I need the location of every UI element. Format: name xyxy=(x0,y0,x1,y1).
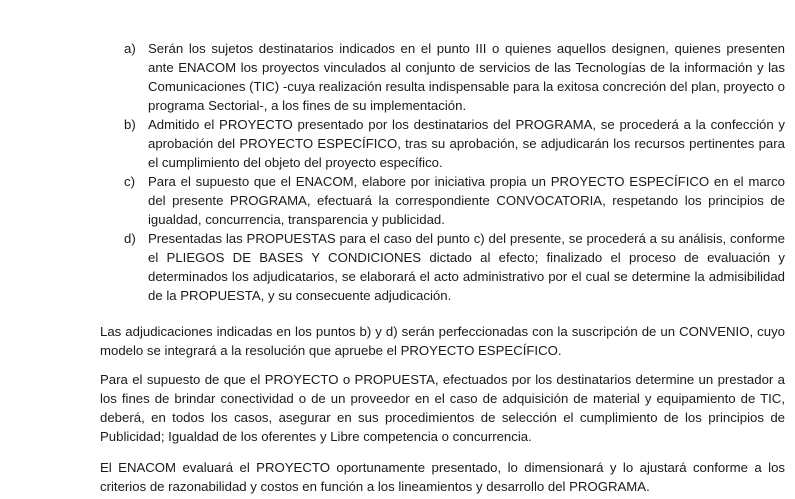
list-marker: c) xyxy=(124,174,135,189)
list-item xyxy=(100,39,785,115)
list-marker: b) xyxy=(124,117,136,132)
paragraph-evaluacion: El ENACOM evaluará el PROYECTO oportunamente presentado, lo dimensionará y lo ajustará conforme a los criterios de razonabilidad y costos en función a los lineamientos y desarrollo del PROGRAMA. xyxy=(100,460,785,494)
list-item xyxy=(100,172,785,229)
list-item-text: Presentadas las PROPUESTAS para el caso del punto c) del presente, se procederá a su análisis, conforme el PLIEGOS DE BASES Y CONDICIONES dictado al efecto; finalizado el proceso de evaluación y determinados los adjudicatarios, se elaborará el acto administrativo por el cual se determine la admisibilidad de la PROPUESTA, y su consecuente adjudicación. xyxy=(148,231,785,303)
list-item-text: Admitido el PROYECTO presentado por los destinatarios del PROGRAMA, se procederá a la confección y aprobación del PROYECTO ESPECÍFICO, tras su aprobación, se adjudicarán los recursos pertinentes para el cumplimiento del objeto del proyecto específico. xyxy=(148,117,785,170)
list-marker: a) xyxy=(124,41,136,56)
list-item xyxy=(100,115,785,172)
list-marker: d) xyxy=(124,231,136,246)
procedure-list xyxy=(100,39,785,305)
list-item-text: Serán los sujetos destinatarios indicados en el punto III o quienes aquellos designen, quienes presenten ante ENACOM los proyectos vinculados al conjunto de servicios de las Tecnologías de la información y las Comunicaciones (TIC) -cuya realización resulta indispensable para la exitosa concreción del plan, proyecto o programa Sectorial-, a los fines de su implementación. xyxy=(148,41,785,113)
paragraph-prestador: Para el supuesto de que el PROYECTO o PROPUESTA, efectuados por los destinatarios determine un prestador a los fines de brindar conectividad o de un proveedor en el caso de adquisición de material y equipamiento de TIC, deberá, en todos los casos, asegurar en sus procedimientos de selección el cumplimiento de los principios de Publicidad; Igualdad de los oferentes y Libre competencia o concurrencia. xyxy=(100,372,785,444)
list-item-text: Para el supuesto que el ENACOM, elabore por iniciativa propia un PROYECTO ESPECÍFICO en el marco del presente PROGRAMA, efectuará la correspondiente CONVOCATORIA, respetando los principios de igualdad, concurrencia, transparencia y publicidad. xyxy=(148,174,785,227)
list-item xyxy=(100,229,785,305)
paragraph-adjudicaciones: Las adjudicaciones indicadas en los puntos b) y d) serán perfeccionadas con la suscripción de un CONVENIO, cuyo modelo se integrará a la resolución que apruebe el PROYECTO ESPECÍFICO. xyxy=(100,324,785,358)
